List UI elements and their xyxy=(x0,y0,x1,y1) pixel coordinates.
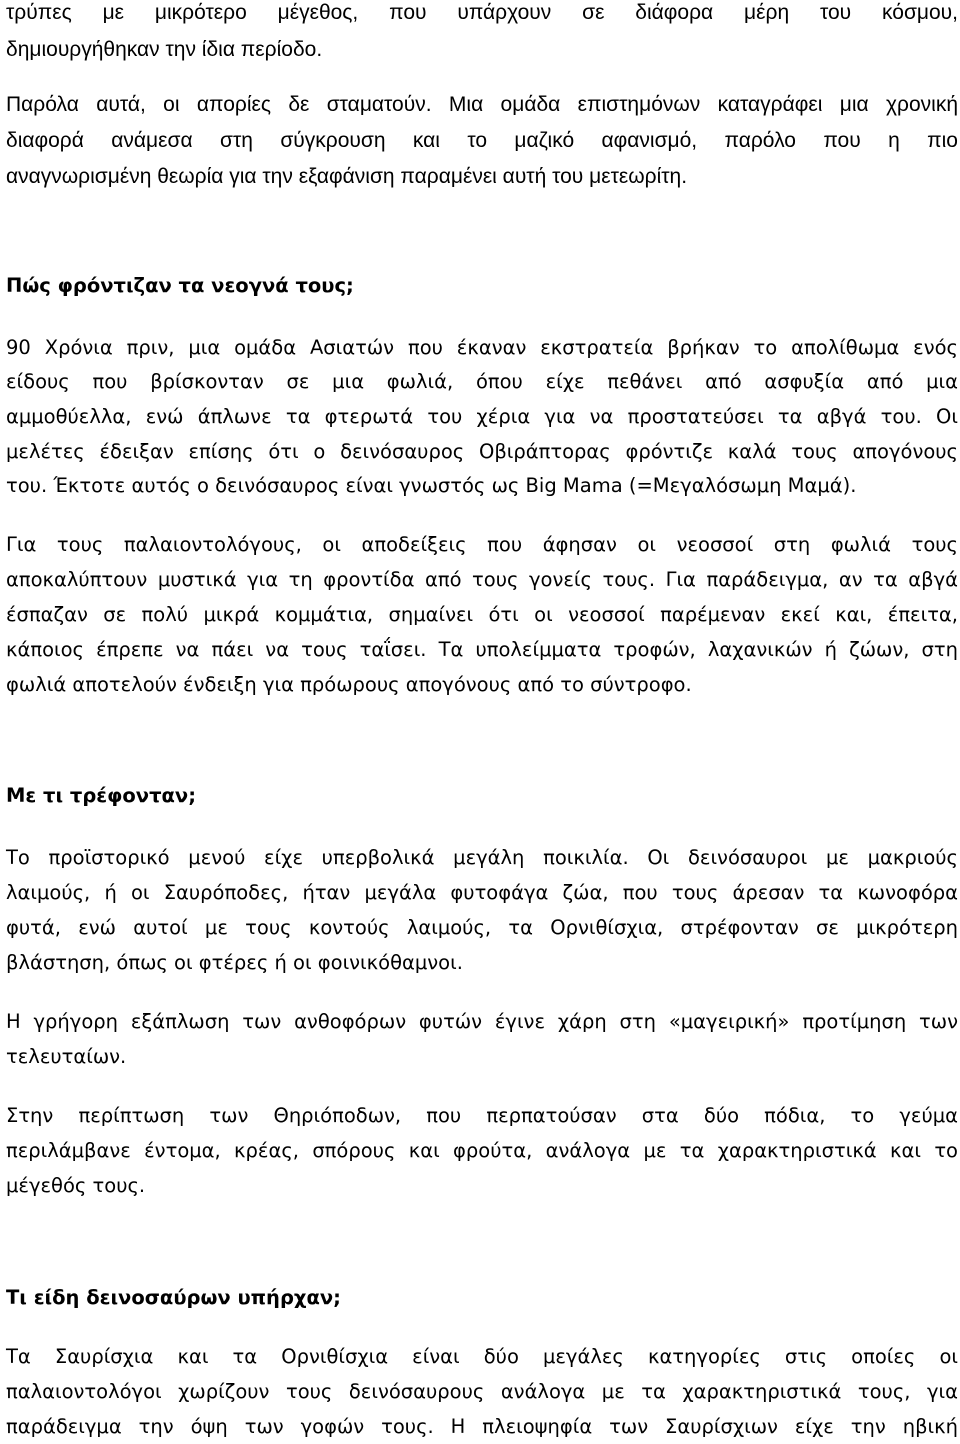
paragraph-line: δημιουργήθηκαν την ίδια περίοδο. xyxy=(6,38,323,61)
paragraph-line: αμμοθύελλα, ενώ άπλωνε τα φτερωτά του χέρια για να προστατεύσει τα αβγά του. Οι xyxy=(6,405,958,428)
paragraph-line: παλαιοντολόγοι χωρίζουν τους δεινόσαυρους ανάλογα με τα χαρακτηριστικά τους, για xyxy=(6,1380,958,1403)
paragraph-line: του. Έκτοτε αυτός ο δεινόσαυρος είναι γνωστός ως Big Mama (=Μεγαλόσωμη Μαμά). xyxy=(6,474,857,497)
paragraph-line: διαφορά ανάμεσα στη σύγκρουση και το μαζικό αφανισμό, παρόλο που η πιο xyxy=(6,129,958,152)
paragraph-line: Για τους παλαιοντολόγους, οι αποδείξεις που άφησαν οι νεοσσοί στη φωλιά τους xyxy=(6,533,958,556)
paragraph-line: κάποιος έπρεπε να πάει να τους ταΐσει. Τα υπολείμματα τροφών, λαχανικών ή ζώων, στη xyxy=(6,638,958,661)
section-heading: Τι είδη δεινοσαύρων υπήρχαν; xyxy=(6,1286,341,1309)
paragraph-line: αποκαλύπτουν μυστικά για τη φροντίδα από τους γονείς τους. Για παράδειγμα, αν τα αβγά xyxy=(6,568,958,591)
paragraph-line: αναγνωρισμένη θεωρία για την εξαφάνιση παραμένει αυτή του μετεωρίτη. xyxy=(6,165,688,188)
paragraph-line: φυτά, ενώ αυτοί με τους κοντούς λαιμούς, τα Ορνιθίσχια, στρέφονταν σε μικρότερη xyxy=(6,916,958,939)
paragraph-line: Το προϊστορικό μενού είχε υπερβολικά μεγάλη ποικιλία. Οι δεινόσαυροι με μακριούς xyxy=(6,846,958,869)
paragraph-line: είδους που βρίσκονταν σε μια φωλιά, όπου είχε πεθάνει από ασφυξία από μια xyxy=(6,370,958,393)
paragraph-line: Παρόλα αυτά, οι απορίες δε σταματούν. Μια ομάδα επιστημόνων καταγράφει μια χρονική xyxy=(6,93,958,116)
paragraph-line: φωλιά αποτελούν ένδειξη για πρόωρους απογόνους από το σύντροφο. xyxy=(6,673,692,696)
paragraph-line: μελέτες έδειξαν επίσης ότι ο δεινόσαυρος Οβιράπτορας φρόντιζε καλά τους απογόνους xyxy=(6,440,958,463)
paragraph-line: Τα Σαυρίσχια και τα Ορνιθίσχια είναι δύο μεγάλες κατηγορίες στις οποίες οι xyxy=(6,1345,958,1368)
paragraph-line: τρύπες με μικρότερο μέγεθος, που υπάρχουν σε διάφορα μέρη του κόσμου, xyxy=(6,1,958,24)
paragraph-line: έσπαζαν σε πολύ μικρά κομμάτια, σημαίνει ότι οι νεοσσοί παρέμεναν εκεί και, έπειτα, xyxy=(6,603,958,626)
paragraph-line: περιλάμβανε έντομα, κρέας, σπόρους και φρούτα, ανάλογα με τα χαρακτηριστικά και το xyxy=(6,1139,958,1162)
section-heading: Με τι τρέφονταν; xyxy=(6,784,196,807)
section-heading: Πώς φρόντιζαν τα νεογνά τους; xyxy=(6,274,354,297)
paragraph-line: 90 Χρόνια πριν, μια ομάδα Ασιατών που έκαναν εκστρατεία βρήκαν το απολίθωμα ενός xyxy=(6,336,958,359)
paragraph-line: μέγεθός τους. xyxy=(6,1174,146,1197)
paragraph-line: βλάστηση, όπως οι φτέρες ή οι φοινικόθαμνοι. xyxy=(6,951,463,974)
paragraph-line: τελευταίων. xyxy=(6,1045,127,1068)
paragraph-line: παράδειγμα την όψη των γοφών τους. Η πλειοψηφία των Σαυρίσχιων είχε την ηβική xyxy=(6,1415,958,1438)
paragraph-line: λαιμούς, ή οι Σαυρόποδες, ήταν μεγάλα φυτοφάγα ζώα, που τους άρεσαν τα κωνοφόρα xyxy=(6,881,958,904)
paragraph-line: Στην περίπτωση των Θηριόποδων, που περπατούσαν στα δύο πόδια, το γεύμα xyxy=(6,1104,958,1127)
paragraph-line: Η γρήγορη εξάπλωση των ανθοφόρων φυτών έγινε χάρη στη «μαγειρική» προτίμηση των xyxy=(6,1010,958,1033)
